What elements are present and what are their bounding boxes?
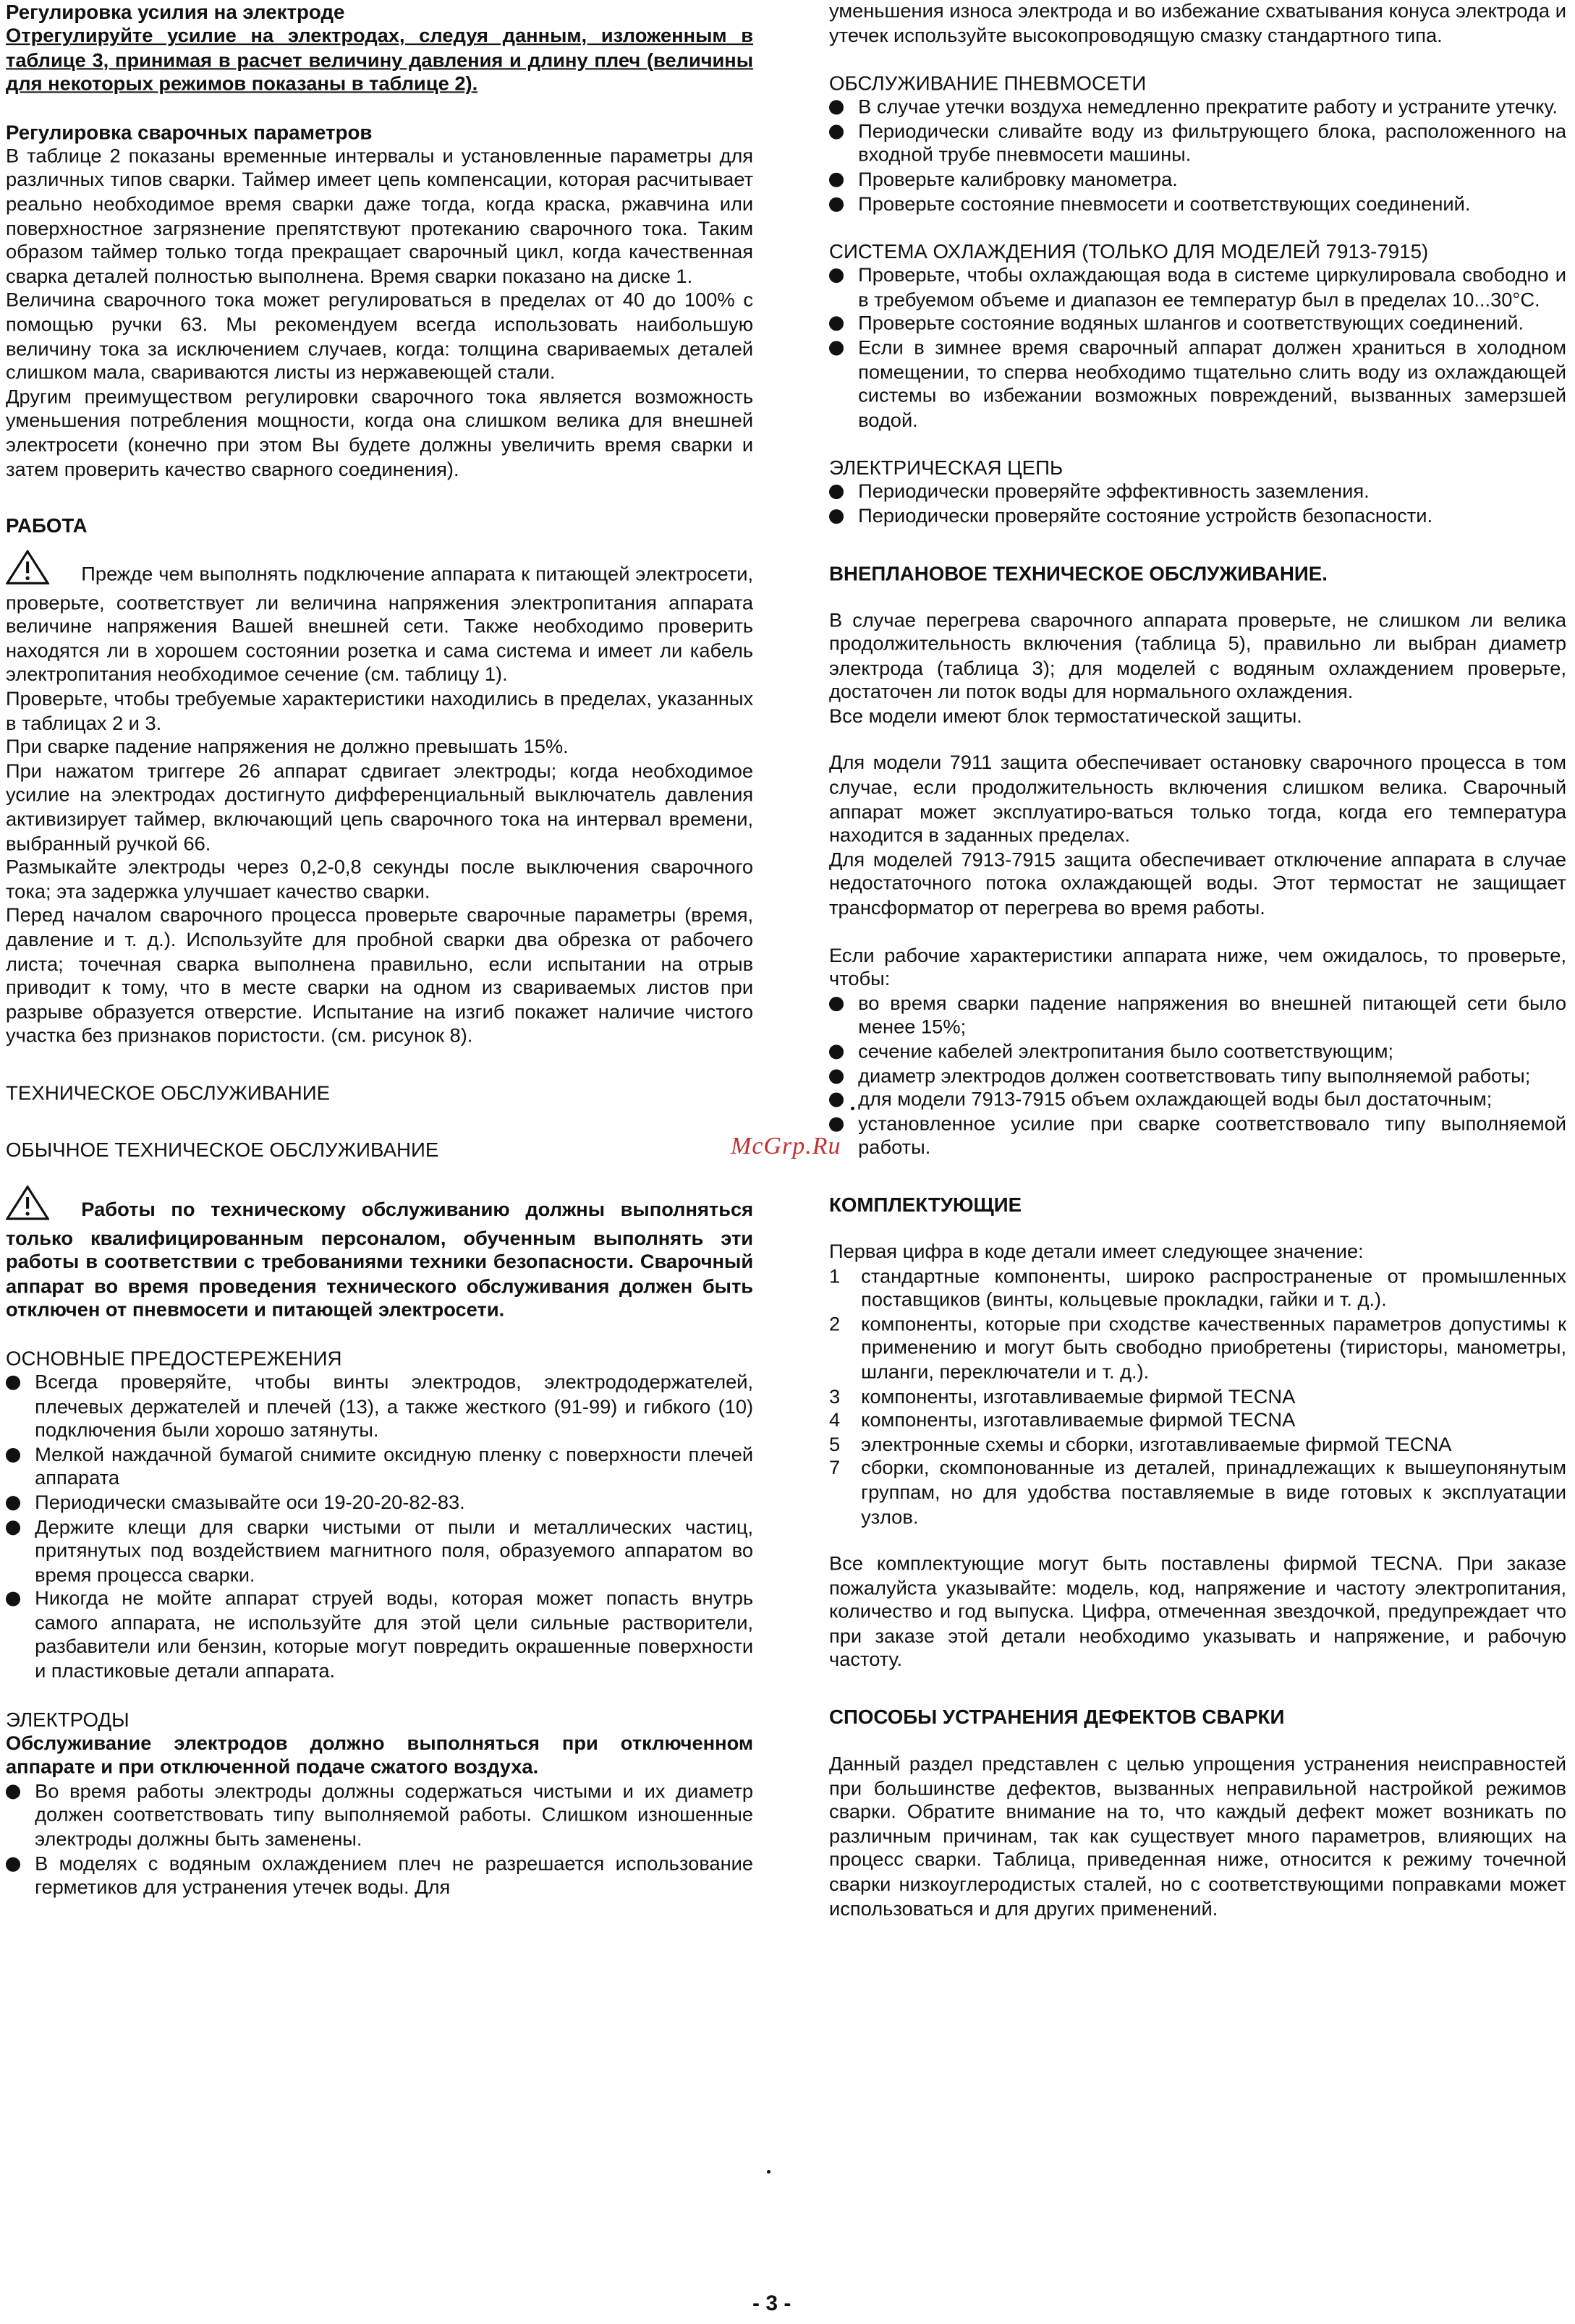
heading-weld-params: Регулировка сварочных параметров (6, 122, 373, 144)
bullet-icon (6, 1376, 20, 1390)
heading-electrodes: ЭЛЕКТРОДЫ (6, 1708, 130, 1731)
bullet-icon (829, 1117, 844, 1131)
list-item: Проверьте калибровку манометра. (829, 169, 1566, 192)
paragraph: Для модели 7911 защита обеспечивает остановку сварочного процесса в том случае, если продолжительность включения слишком велика. Сварочный аппарат может эксплуатиро-ваться только тогда, когда его температура находится в заданных пределах. (829, 752, 1567, 846)
bullet-icon (829, 173, 844, 187)
bullet-icon (829, 997, 844, 1011)
list-item: Держите клещи для сварки чистыми от пыли и металлических частиц, притянутых под воздействием магнитного поля, образуемого аппаратом во время процесса сварки. (6, 1515, 753, 1588)
parts-code-list (829, 1264, 1566, 1529)
bullet-icon (829, 268, 844, 283)
stray-mark (851, 1107, 854, 1110)
paragraph: Перед началом сварочного процесса проверьте сварочные параметры (время, давление и т. д.). Используйте для пробной сварки два обрезка от рабочего листа; точечная сварка выполнена правильно, если испытании на отрыв приводит к тому, что в месте сварки на одном из свариваемых листов при разрыве образуется отверстие. Испытание на изгиб покажет наличие чистого участка без признаков пористости. (см. рисунок 8). (6, 904, 754, 1047)
bullet-icon (6, 1857, 20, 1871)
electrode-force-note: Отрегулируйте усилие на электродах, следуя данным, изложенным в таблице 3, принимая в расчет величину давления и длину плеч (величины для некоторых режимов показаны в таблице 2). (6, 25, 754, 95)
list-item: Периодически сливайте воду из фильтрующего блока, расположенного на входной трубе пневмосети машины. (829, 120, 1566, 169)
paragraph: Проверьте, чтобы требуемые характеристики находились в пределах, указанных в таблицах 2 и 3. (6, 687, 754, 734)
right-column (829, 0, 1567, 1920)
heading-maintenance: ТЕХНИЧЕСКОЕ ОБСЛУЖИВАНИЕ (6, 1082, 331, 1104)
paragraph: Все модели имеют блок термостатической защиты. (829, 705, 1302, 727)
paragraph: Другим преимуществом регулировки сварочного тока является возможность уменьшения потребления мощности, когда она слишком велика для внешней электросети (конечно при этом Вы будете должны увеличить время сварки и затем проверить качество сварного соединения). (6, 386, 754, 480)
list-item: 4 компоненты, изготавливаемые фирмой TECNA (829, 1409, 1296, 1431)
check-list (829, 992, 1566, 1161)
heading-regular-maintenance: ОБЫЧНОЕ ТЕХНИЧЕСКОЕ ОБСЛУЖИВАНИЕ (6, 1138, 439, 1161)
list-item: 7 сборки, скомпонованные из деталей, принадлежащих к вышеупонянутым группам, но для удобства поставляемые в виде готовых к эксплуатации узлов. (829, 1457, 1567, 1528)
list-item: диаметр электродов должен соответствовать типу выполняемой работы; (829, 1065, 1566, 1089)
heading-parts: КОМПЛЕКТУЮЩИЕ (829, 1193, 1022, 1216)
bullet-icon (6, 1520, 20, 1534)
list-item: Во время работы электроды должны содержаться чистыми и их диаметр должен соответствовать типу выполняемой работы. Слишком изношенные электроды должны быть заменены. (6, 1780, 753, 1852)
paragraph: Все комплектующие могут быть поставлены фирмой TECNA. При заказе пожалуйста указывайте: модель, код, напряжение и частоту электропитания, количество и год выпуска. Цифра, отмеченная звездочкой, предупреждает что при заказе этой детали необходимо указывать и напряжение, и рабочую частоту. (829, 1552, 1567, 1671)
list-item: Проверьте, чтобы охлаждающая вода в системе циркулировала свободно и в требуемом объеме и диапазон ее температур был в пределах 10...30°С. (829, 264, 1566, 312)
heading-pneumo: ОБСЛУЖИВАНИЕ ПНЕВМОСЕТИ (829, 72, 1147, 95)
electric-list (829, 481, 1566, 529)
paragraph: Если рабочие характеристики аппарата ниже, чем ожидалось, то проверьте, чтобы: (829, 944, 1567, 990)
warning-triangle-icon (6, 1186, 49, 1227)
bullet-icon (829, 1069, 844, 1084)
list-item: Периодически проверяйте эффективность заземления. (829, 481, 1566, 505)
list-item: установленное усилие при сварке соответствовало типу выполняемой работы. (829, 1112, 1566, 1161)
bullet-icon (6, 1592, 20, 1606)
paragraph: При сварке падение напряжения не должно превышать 15%. (6, 736, 569, 758)
paragraph: В случае перегрева сварочного аппарата проверьте, не слишком ли велика продолжительность включения (таблица 5), правильно ли выбран диаметр электрода (таблица 3); для моделей с водяным охлаждением проверьте, достаточен ли поток воды для нормального охлаждения. (829, 608, 1567, 703)
paragraph: В таблице 2 показаны временные интервалы и установленные параметры для различных типов сварки. Таймер имеет цепь компенсации, которая расчитывает реально необходимое время сварки даже тогда, когда краска, ржавчина или поверхностное загрязнение препятствуют протеканию сварочного тока. Таким образом таймер только тогда прекращает сварочный цикл, когда качественная сварка деталей полностью выполнена. Время сварки показано на диске 1. (6, 145, 754, 287)
list-item: Периодически смазывайте оси 19-20-20-82-83. (6, 1491, 753, 1515)
heading-work: РАБОТА (6, 515, 88, 537)
electrodes-list (6, 1780, 753, 1900)
list-item: 3 компоненты, изготавливаемые фирмой TECNA (829, 1384, 1296, 1407)
continued-text: уменьшения износа электрода и во избежание схватывания конуса электрода и утечек используйте высокопроводящую смазку стандартного типа. (829, 0, 1567, 46)
bullet-icon (829, 1044, 844, 1059)
heading-unplanned: ВНЕПЛАНОВОЕ ТЕХНИЧЕСКОЕ ОБСЛУЖИВАНИЕ. (829, 562, 1328, 584)
paragraph: Величина сварочного тока может регулироваться в пределах от 40 до 100% с помощью ручки 63. Мы рекомендуем всегда использовать наибольшую величину тока за исключением случаев, когда: толщина свариваемых деталей слишком мала, свариваются листы из нержавеющей стали. (6, 289, 754, 383)
bullet-icon (6, 1784, 20, 1799)
cooling-list (829, 264, 1566, 433)
precautions-list (6, 1371, 753, 1685)
paragraph: Для моделей 7913-7915 защита обеспечивает отключение аппарата в случае недостаточного потока охлаждающей воды. Этот термостат не защищает трансформатор от перегрева во время работы. (829, 848, 1567, 919)
electrodes-note: Обслуживание электродов должно выполняться при отключенном аппарате и при отключенной подаче сжатого воздуха. (6, 1732, 754, 1778)
paragraph: Данный раздел представлен с целью упрощения устранения неисправностей при большинстве дефектов, вызванных неправильной настройкой режимов сварки. Обратите внимание на то, что каждый дефект может возникать по различным причинам, так как существует много параметров, влияющих на процесс сварки. Таблица, приведенная ниже, относится к режиму точечной сварки низкоуглеродистых сталей, но с соответствующими поправками может использоваться и для других применений. (829, 1753, 1567, 1920)
list-item: во время сварки падение напряжения во внешней питающей сети было менее 15%; (829, 992, 1566, 1041)
bullet-icon (829, 317, 844, 331)
list-item: В моделях с водяным охлаждением плеч не разрешается использование герметиков для устранения утечек воды. Для (6, 1852, 753, 1901)
paragraph: Размыкайте электроды через 0,2-0,8 секунды после выключения сварочного тока; эта задержка улучшает качество сварки. (6, 856, 754, 903)
list-item: сечение кабелей электропитания было соответствующим; (829, 1040, 1566, 1064)
list-item: 5 электронные схемы и сборки, изготавливаемые фирмой TECNA (829, 1433, 1452, 1455)
paragraph: При нажатом триггере 26 аппарат сдвигает электроды; когда необходимое усилие на электродах достигнуто дифференциальный выключатель давления активизирует таймер, включающий цепь сварочного тока на интервал времени, выбранный ручкой 66. (6, 759, 754, 854)
heading-defects: СПОСОБЫ УСТРАНЕНИЯ ДЕФЕКТОВ СВАРКИ (829, 1706, 1285, 1729)
bullet-icon (829, 197, 844, 211)
warning-triangle-icon (6, 550, 49, 591)
list-item: 1 стандартные компоненты, широко распространеные от промышленных поставщиков (винты, кольцевые прокладки, гайки и т. д.). (829, 1264, 1567, 1311)
list-item: Проверьте состояние водяных шлангов и соответствующих соединений. (829, 312, 1566, 336)
paragraph: Первая цифра в коде детали имеет следующее значение: (829, 1240, 1364, 1263)
pneumo-list (829, 96, 1566, 216)
list-item: Если в зимнее время сварочный аппарат должен храниться в холодном помещении, то сперва необходимо тщательно слить воду из охлаждающей системы во избежании возможных повреждений, вызванных замерзшей водой. (829, 336, 1566, 433)
bullet-icon (829, 124, 844, 139)
bullet-icon (6, 1496, 20, 1510)
bullet-icon (829, 1093, 844, 1107)
bullet-icon (829, 485, 844, 500)
heading-electrode-force: Регулировка усилия на электроде (6, 1, 345, 24)
heading-precautions: ОСНОВНЫЕ ПРЕДОСТЕРЕЖЕНИЯ (6, 1348, 342, 1370)
list-item: для модели 7913-7915 объем охлаждающей воды был достаточным; (829, 1089, 1566, 1112)
warning-paragraph: Прежде чем выполнять подключение аппарата к питающей электросети, проверьте, соответствует ли величина напряжения электропитания аппарата величине напряжения Вашей внешней сети. Также необходимо проверить находятся ли в хорошем состоянии розетка и сама система и имеет ли кабель электропитания необходимое сечение (см. таблицу 1). (6, 550, 753, 688)
bullet-icon (829, 341, 844, 355)
list-item: Всегда проверяйте, чтобы винты электродов, электрододержателей, плечевых держателей и плечей (13), а также жесткого (91-99) и гибкого (10) подключения были хорошо затянуты. (6, 1371, 753, 1444)
stray-mark (767, 2170, 770, 2174)
list-item: Никогда не мойте аппарат струей воды, которая может попасть внутрь самого аппарата, не используйте для этой цели сильные растворители, разбавители или бензин, которые могут повредить окрашенные поверхности и пластиковые детали аппарата. (6, 1588, 753, 1684)
bullet-icon (829, 509, 844, 524)
list-item: 2 компоненты, которые при сходстве качественных параметров допустимы к применению и могут быть свободно приобретены (тиристоры, манометры, шланги, переключатели и т. д.). (829, 1312, 1567, 1383)
list-item: В случае утечки воздуха немедленно прекратите работу и устраните утечку. (829, 96, 1566, 120)
heading-cooling: СИСТЕМА ОХЛАЖДЕНИЯ (ТОЛЬКО ДЛЯ МОДЕЛЕЙ 7913-7915) (829, 241, 1429, 263)
page-number: - 3 - (752, 2291, 791, 2315)
bullet-icon (829, 101, 844, 115)
watermark: McGrp.Ru (731, 1133, 841, 1159)
list-item: Мелкой наждачной бумагой снимите оксидную пленку с поверхности плечей аппарата (6, 1443, 753, 1491)
bullet-icon (6, 1447, 20, 1462)
list-item: Проверьте состояние пневмосети и соответствующих соединений. (829, 192, 1566, 216)
list-item: Периодически проверяйте состояние устройств безопасности. (829, 505, 1566, 529)
heading-electric: ЭЛЕКТРИЧЕСКАЯ ЦЕПЬ (829, 457, 1064, 480)
maintenance-warning: Работы по техническому обслуживанию должны выполняться только квалифицированным персоналом, обученным выполнять эти работы в соответствии с требованиями техники безопасности. Сварочный аппарат во время проведения технического обслуживания должен быть отключен от пневмосети и питающей электросети. (6, 1186, 753, 1324)
left-column (6, 0, 754, 1899)
